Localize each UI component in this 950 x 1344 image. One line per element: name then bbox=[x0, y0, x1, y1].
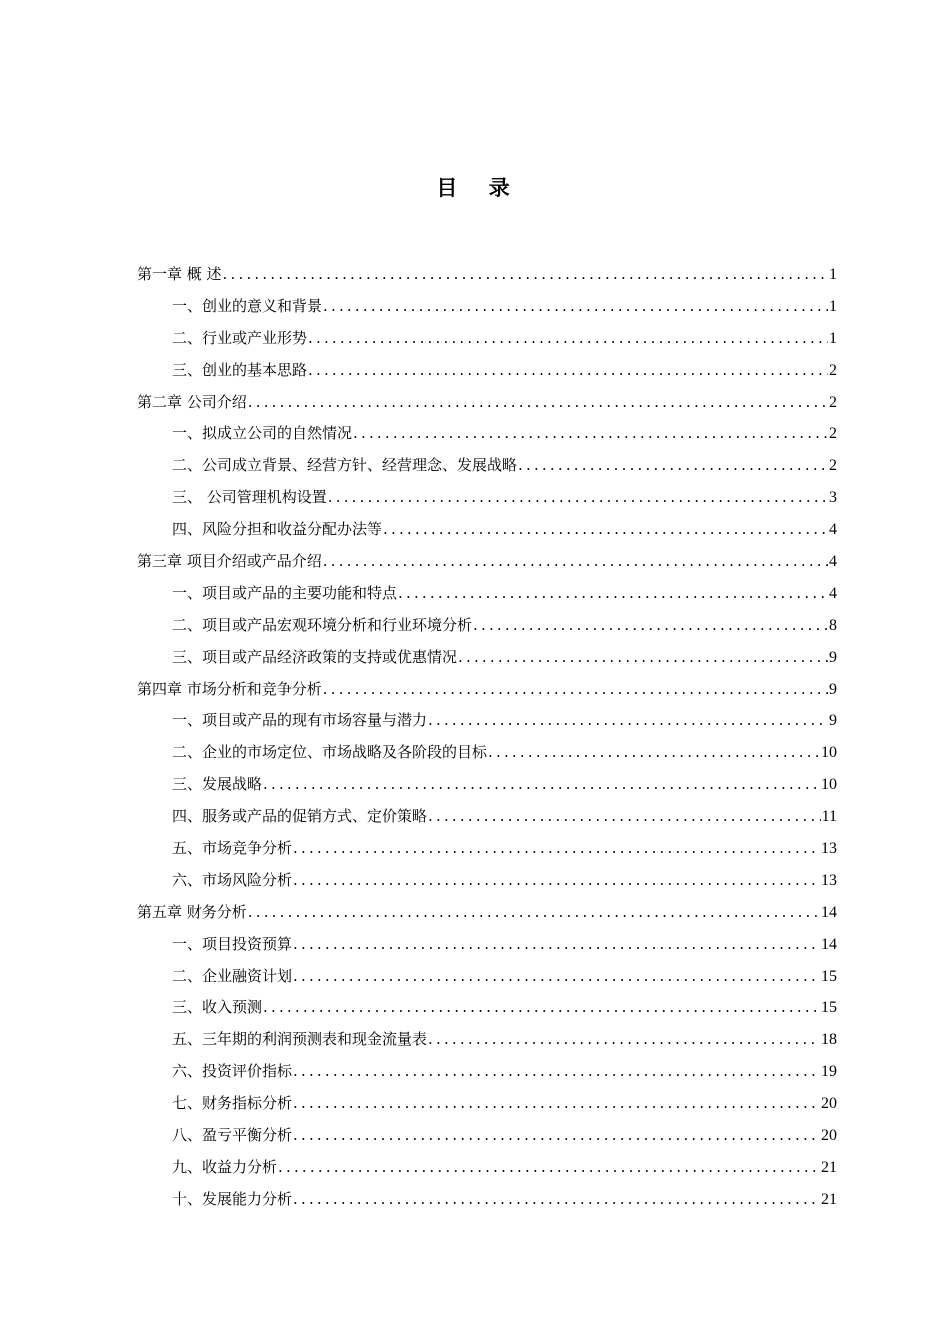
dot-leader bbox=[223, 265, 828, 283]
toc-entry-label: 四、风险分担和收益分配办法等 bbox=[172, 520, 383, 539]
toc-entry-label: 九、收益力分析 bbox=[172, 1157, 278, 1176]
toc-entry-page: 13 bbox=[821, 871, 837, 889]
toc-entry-page: 1 bbox=[829, 266, 837, 283]
toc-entry-label: 二、企业融资计划 bbox=[172, 966, 293, 985]
dot-leader bbox=[353, 424, 828, 442]
toc-entry[interactable] bbox=[137, 901, 837, 933]
toc-entry-page: 2 bbox=[829, 361, 837, 379]
toc-entry-page: 1 bbox=[829, 297, 837, 315]
toc-entry-page: 14 bbox=[821, 935, 837, 953]
toc-entry-label: 五、市场竞争分析 bbox=[172, 839, 293, 858]
toc-entry-page: 8 bbox=[829, 616, 837, 634]
toc-entry[interactable] bbox=[137, 518, 837, 550]
toc-entry-page: 4 bbox=[829, 553, 837, 571]
toc-entry[interactable] bbox=[137, 295, 837, 327]
toc-entry[interactable] bbox=[137, 773, 837, 805]
toc-entry-page: 10 bbox=[821, 776, 837, 794]
toc-entry[interactable] bbox=[137, 933, 837, 965]
toc-entry-page: 1 bbox=[829, 329, 837, 347]
toc-entry-page: 18 bbox=[821, 1031, 837, 1049]
toc-entry-label: 三、项目或产品经济政策的支持或优惠情况 bbox=[172, 647, 458, 666]
toc-entry-label: 二、公司成立背景、经营方针、经营理念、发展战略 bbox=[172, 456, 518, 475]
toc-entry[interactable] bbox=[137, 709, 837, 741]
toc-entry[interactable] bbox=[137, 391, 837, 423]
toc-entry-label: 一、项目或产品的现有市场容量与潜力 bbox=[172, 711, 428, 730]
dot-leader bbox=[308, 361, 828, 379]
dot-leader bbox=[293, 935, 820, 953]
dot-leader bbox=[428, 807, 821, 825]
toc-entry-page: 2 bbox=[829, 425, 837, 443]
dot-leader bbox=[428, 1030, 820, 1048]
toc-entry[interactable] bbox=[137, 965, 837, 997]
toc-entry-page: 14 bbox=[821, 903, 837, 921]
toc-entry-page: 11 bbox=[821, 808, 837, 826]
toc-entry-label: 三、创业的基本思路 bbox=[172, 360, 308, 379]
toc-entry-page: 15 bbox=[821, 999, 837, 1017]
toc-entry[interactable] bbox=[137, 263, 837, 295]
toc-entry[interactable] bbox=[137, 1124, 837, 1156]
toc-entry-page: 20 bbox=[821, 1127, 837, 1145]
dot-leader bbox=[383, 520, 828, 538]
toc-entry[interactable] bbox=[137, 1028, 837, 1060]
toc-entry[interactable] bbox=[137, 1156, 837, 1188]
dot-leader bbox=[248, 393, 828, 411]
toc-entry-page: 13 bbox=[821, 840, 837, 858]
toc-entry-page: 19 bbox=[821, 1063, 837, 1081]
toc-entry-label: 一、创业的意义和背景 bbox=[172, 296, 323, 315]
toc-entry[interactable] bbox=[137, 582, 837, 614]
dot-leader bbox=[458, 648, 828, 666]
dot-leader bbox=[518, 456, 828, 474]
toc-entry-label: 六、市场风险分析 bbox=[172, 870, 293, 889]
table-of-contents bbox=[137, 263, 837, 1220]
toc-entry-page: 4 bbox=[829, 584, 837, 602]
dot-leader bbox=[328, 488, 828, 506]
toc-entry-label: 二、行业或产业形势 bbox=[172, 328, 308, 347]
toc-entry[interactable] bbox=[137, 1188, 837, 1220]
toc-entry[interactable] bbox=[137, 1092, 837, 1124]
toc-entry[interactable] bbox=[137, 805, 837, 837]
toc-entry[interactable] bbox=[137, 837, 837, 869]
toc-entry[interactable] bbox=[137, 1060, 837, 1092]
toc-entry-label: 六、投资评价指标 bbox=[172, 1062, 293, 1081]
dot-leader bbox=[293, 1094, 820, 1112]
toc-entry-label: 第三章 项目介绍或产品介绍 bbox=[137, 552, 322, 571]
dot-leader bbox=[323, 552, 828, 570]
toc-entry-page: 21 bbox=[821, 1190, 837, 1208]
toc-entry-label: 三、收入预测 bbox=[172, 998, 263, 1017]
toc-entry[interactable] bbox=[137, 996, 837, 1028]
toc-entry[interactable] bbox=[137, 869, 837, 901]
dot-leader bbox=[488, 743, 820, 761]
toc-entry-page: 2 bbox=[829, 393, 837, 411]
toc-entry[interactable] bbox=[137, 678, 837, 710]
toc-entry-label: 一、项目或产品的主要功能和特点 bbox=[172, 583, 398, 602]
toc-entry-label: 五、三年期的利润预测表和现金流量表 bbox=[172, 1030, 428, 1049]
toc-entry-label: 八、盈亏平衡分析 bbox=[172, 1126, 293, 1145]
dot-leader bbox=[323, 297, 828, 315]
toc-title: 目 录 bbox=[436, 175, 522, 200]
toc-entry-label: 第二章 公司介绍 bbox=[137, 392, 247, 411]
toc-entry-label: 第五章 财务分析 bbox=[137, 902, 247, 921]
toc-entry-page: 9 bbox=[829, 680, 837, 698]
dot-leader bbox=[398, 584, 828, 602]
toc-entry-page: 3 bbox=[829, 489, 837, 507]
toc-entry[interactable] bbox=[137, 327, 837, 359]
toc-entry-page: 2 bbox=[829, 457, 837, 475]
toc-entry-label: 三、 公司管理机构设置 bbox=[172, 488, 327, 507]
toc-entry-label: 一、拟成立公司的自然情况 bbox=[172, 424, 353, 443]
dot-leader bbox=[248, 903, 820, 921]
toc-entry[interactable] bbox=[137, 614, 837, 646]
toc-entry-page: 10 bbox=[821, 744, 837, 762]
toc-entry-page: 20 bbox=[821, 1095, 837, 1113]
toc-entry[interactable] bbox=[137, 550, 837, 582]
toc-entry-page: 4 bbox=[829, 521, 837, 539]
dot-leader bbox=[473, 616, 828, 634]
dot-leader bbox=[293, 1126, 820, 1144]
toc-entry-label: 四、服务或产品的促销方式、定价策略 bbox=[172, 807, 428, 826]
toc-entry[interactable] bbox=[137, 454, 837, 486]
dot-leader bbox=[293, 871, 820, 889]
toc-entry-page: 9 bbox=[829, 712, 837, 730]
toc-entry-label: 第四章 市场分析和竞争分析 bbox=[137, 679, 322, 698]
toc-entry-label: 二、项目或产品宏观环境分析和行业环境分析 bbox=[172, 615, 473, 634]
toc-entry-label: 第一章 概 述 bbox=[137, 265, 222, 283]
toc-entry-label: 一、项目投资预算 bbox=[172, 934, 293, 953]
dot-leader bbox=[308, 329, 828, 347]
dot-leader bbox=[278, 1158, 820, 1176]
toc-entry-page: 15 bbox=[821, 967, 837, 985]
toc-entry[interactable] bbox=[137, 422, 837, 454]
dot-leader bbox=[323, 680, 828, 698]
dot-leader bbox=[293, 1062, 820, 1080]
toc-entry-label: 二、企业的市场定位、市场战略及各阶段的目标 bbox=[172, 743, 488, 762]
toc-entry-page: 9 bbox=[829, 648, 837, 666]
dot-leader bbox=[293, 1190, 820, 1208]
toc-entry[interactable] bbox=[137, 646, 837, 678]
toc-entry-label: 十、发展能力分析 bbox=[172, 1189, 293, 1208]
dot-leader bbox=[293, 839, 820, 857]
toc-entry[interactable] bbox=[137, 359, 837, 391]
dot-leader bbox=[263, 775, 820, 793]
toc-entry-label: 三、发展战略 bbox=[172, 775, 263, 794]
dot-leader bbox=[428, 711, 828, 729]
toc-entry-page: 21 bbox=[821, 1158, 837, 1176]
dot-leader bbox=[293, 967, 820, 985]
toc-entry[interactable] bbox=[137, 486, 837, 518]
toc-entry[interactable] bbox=[137, 741, 837, 773]
toc-entry-label: 七、财务指标分析 bbox=[172, 1094, 293, 1113]
dot-leader bbox=[263, 998, 820, 1016]
